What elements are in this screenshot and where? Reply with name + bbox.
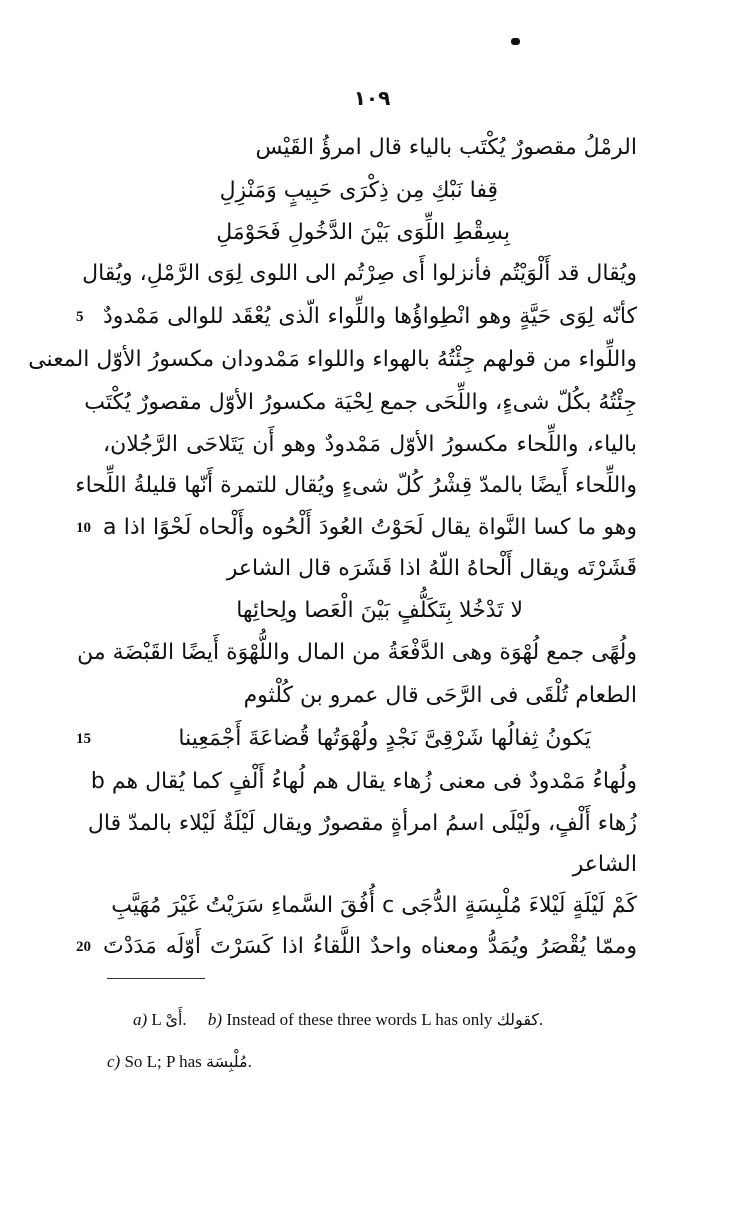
- verse-line-2: بِسِقْطِ اللِّوَى بَيْنَ الدَّخُولِ فَحَوْمَلِ: [216, 220, 510, 245]
- verse-line-1: قِفا نَبْكِ مِن ذِكْرَى حَبِيبٍ وَمَنْزِلِ: [219, 178, 498, 203]
- line-number-10: 10: [76, 520, 91, 536]
- text-line-1: الرمْلُ مقصورٌ يُكْتَب بالياء قال امرؤُ القَيْس: [255, 135, 637, 160]
- text-line-14: الطعام تُلْقَى فى الرَّحَى قال عمرو بن كُلْثوم: [243, 683, 637, 708]
- verse-line-4: يَكونُ ثِفالُها شَرْقِىَّ نَجْدٍ ولُهْوَتُها قُضاعَةَ أَجْمَعِينا: [178, 726, 591, 751]
- ink-dot: [511, 38, 520, 45]
- footnote-a-arabic: أَىْ: [165, 1010, 183, 1029]
- footnote-a-label: a): [133, 1010, 148, 1029]
- footnote-rule: [107, 978, 205, 979]
- text-line-9: واللِّحاء أَيضًا بالمدّ قِشْرُ كُلّ شىءٍ ويُقال للتمرة أَنّها قليلةُ اللِّحاء: [75, 473, 637, 498]
- footnote-c-label: c): [107, 1052, 121, 1071]
- text-line-13: ولُهًى جمع لُهْوَة وهى الدَّفْعَةُ من المال واللُّهْوَة أَيضًا القَبْضَة من: [77, 640, 637, 665]
- text-line-17: زُهاء أَلْفٍ، ولَيْلَى اسمُ امرأةٍ مقصورٌ ويقال لَيْلَةٌ لَيْلاء بالمدّ قال: [87, 811, 637, 836]
- line-number-15: 15: [76, 731, 91, 747]
- text-line-8: بالياء، واللِّحاء مكسورُ الأوّل مَمْدودٌ وهو أَن يَتَلاحَى الرَّجُلان،: [103, 432, 637, 457]
- footnote-line-1: a) L أَىْ. b) Instead of these three words L has only كقولك.: [133, 1010, 544, 1029]
- text-line-7: جِئْتُهُ بكُلّ شىءٍ، واللِّحَى جمع لِحْيَة مكسورُ الأوّل مقصورٌ يُكْتَب: [84, 390, 637, 415]
- footnote-c-text: So L; P has: [124, 1052, 202, 1071]
- footnote-a-text: L: [151, 1010, 162, 1029]
- text-line-20: وممّا يُقْصَرُ ويُمَدُّ ومعناه واحدٌ اللَّقاءُ اذا كَسَرْتَ أَوّلَه مَدَدْتَ: [103, 934, 637, 959]
- text-line-18: الشاعر: [572, 852, 637, 877]
- text-line-5: كأنّه لِوَى حَيَّةٍ وهو انْطِواؤُها واللِّواء الّذى يُعْقَد للوالى مَمْدودٌ: [103, 304, 637, 329]
- text-line-4: ويُقال قد أَلْوَيْتُم فأنزلوا أَى صِرْتُم الى اللوى لِوَى الرَّمْلِ، ويُقال: [82, 261, 637, 286]
- footnote-b-text: Instead of these three words L has only: [226, 1010, 493, 1029]
- text-line-11: قَشَرْتَه ويقال أَلْحاهُ اللّهُ اذا قَشَرَه قال الشاعر: [226, 556, 637, 581]
- page-number: ١٠٩: [353, 86, 391, 110]
- text-line-16: ولُهاءُ مَمْدودٌ فى معنى زُهاء يقال هم لُهاءُ أَلْفٍ كما يُقال هم b: [90, 769, 637, 794]
- verse-line-3: لا تَدْخُلا بِتَكَلُّفٍ بَيْنَ الْعَصا ولِحائِها: [236, 598, 523, 623]
- line-number-20: 20: [76, 939, 91, 955]
- footnote-b-arabic: كقولك: [496, 1010, 540, 1029]
- line-number-5: 5: [76, 309, 84, 325]
- footnote-c-arabic: مُلْبِسَة: [206, 1052, 248, 1071]
- text-line-6: واللِّواء من قولهم جِئْتُهُ بالهواء واللواء مَمْدودان مكسورُ الأوّل المعنى: [28, 347, 637, 372]
- text-line-10: وهو ما كسا النَّواة يقال لَحَوْتُ العُودَ أَلْحُوه وأَلْحاه لَحْوًا اذا a: [103, 515, 637, 540]
- footnote-b-label: b): [207, 1010, 223, 1029]
- verse-line-5: كَمْ لَيْلَةٍ لَيْلاءَ مُلْبِسَةٍ الدُّجَى c أُفُقَ السَّماءِ سَرَيْتُ غَيْرَ مُهَيَّبِ: [111, 893, 637, 918]
- footnote-line-2: c) So L; P has مُلْبِسَة.: [107, 1052, 252, 1071]
